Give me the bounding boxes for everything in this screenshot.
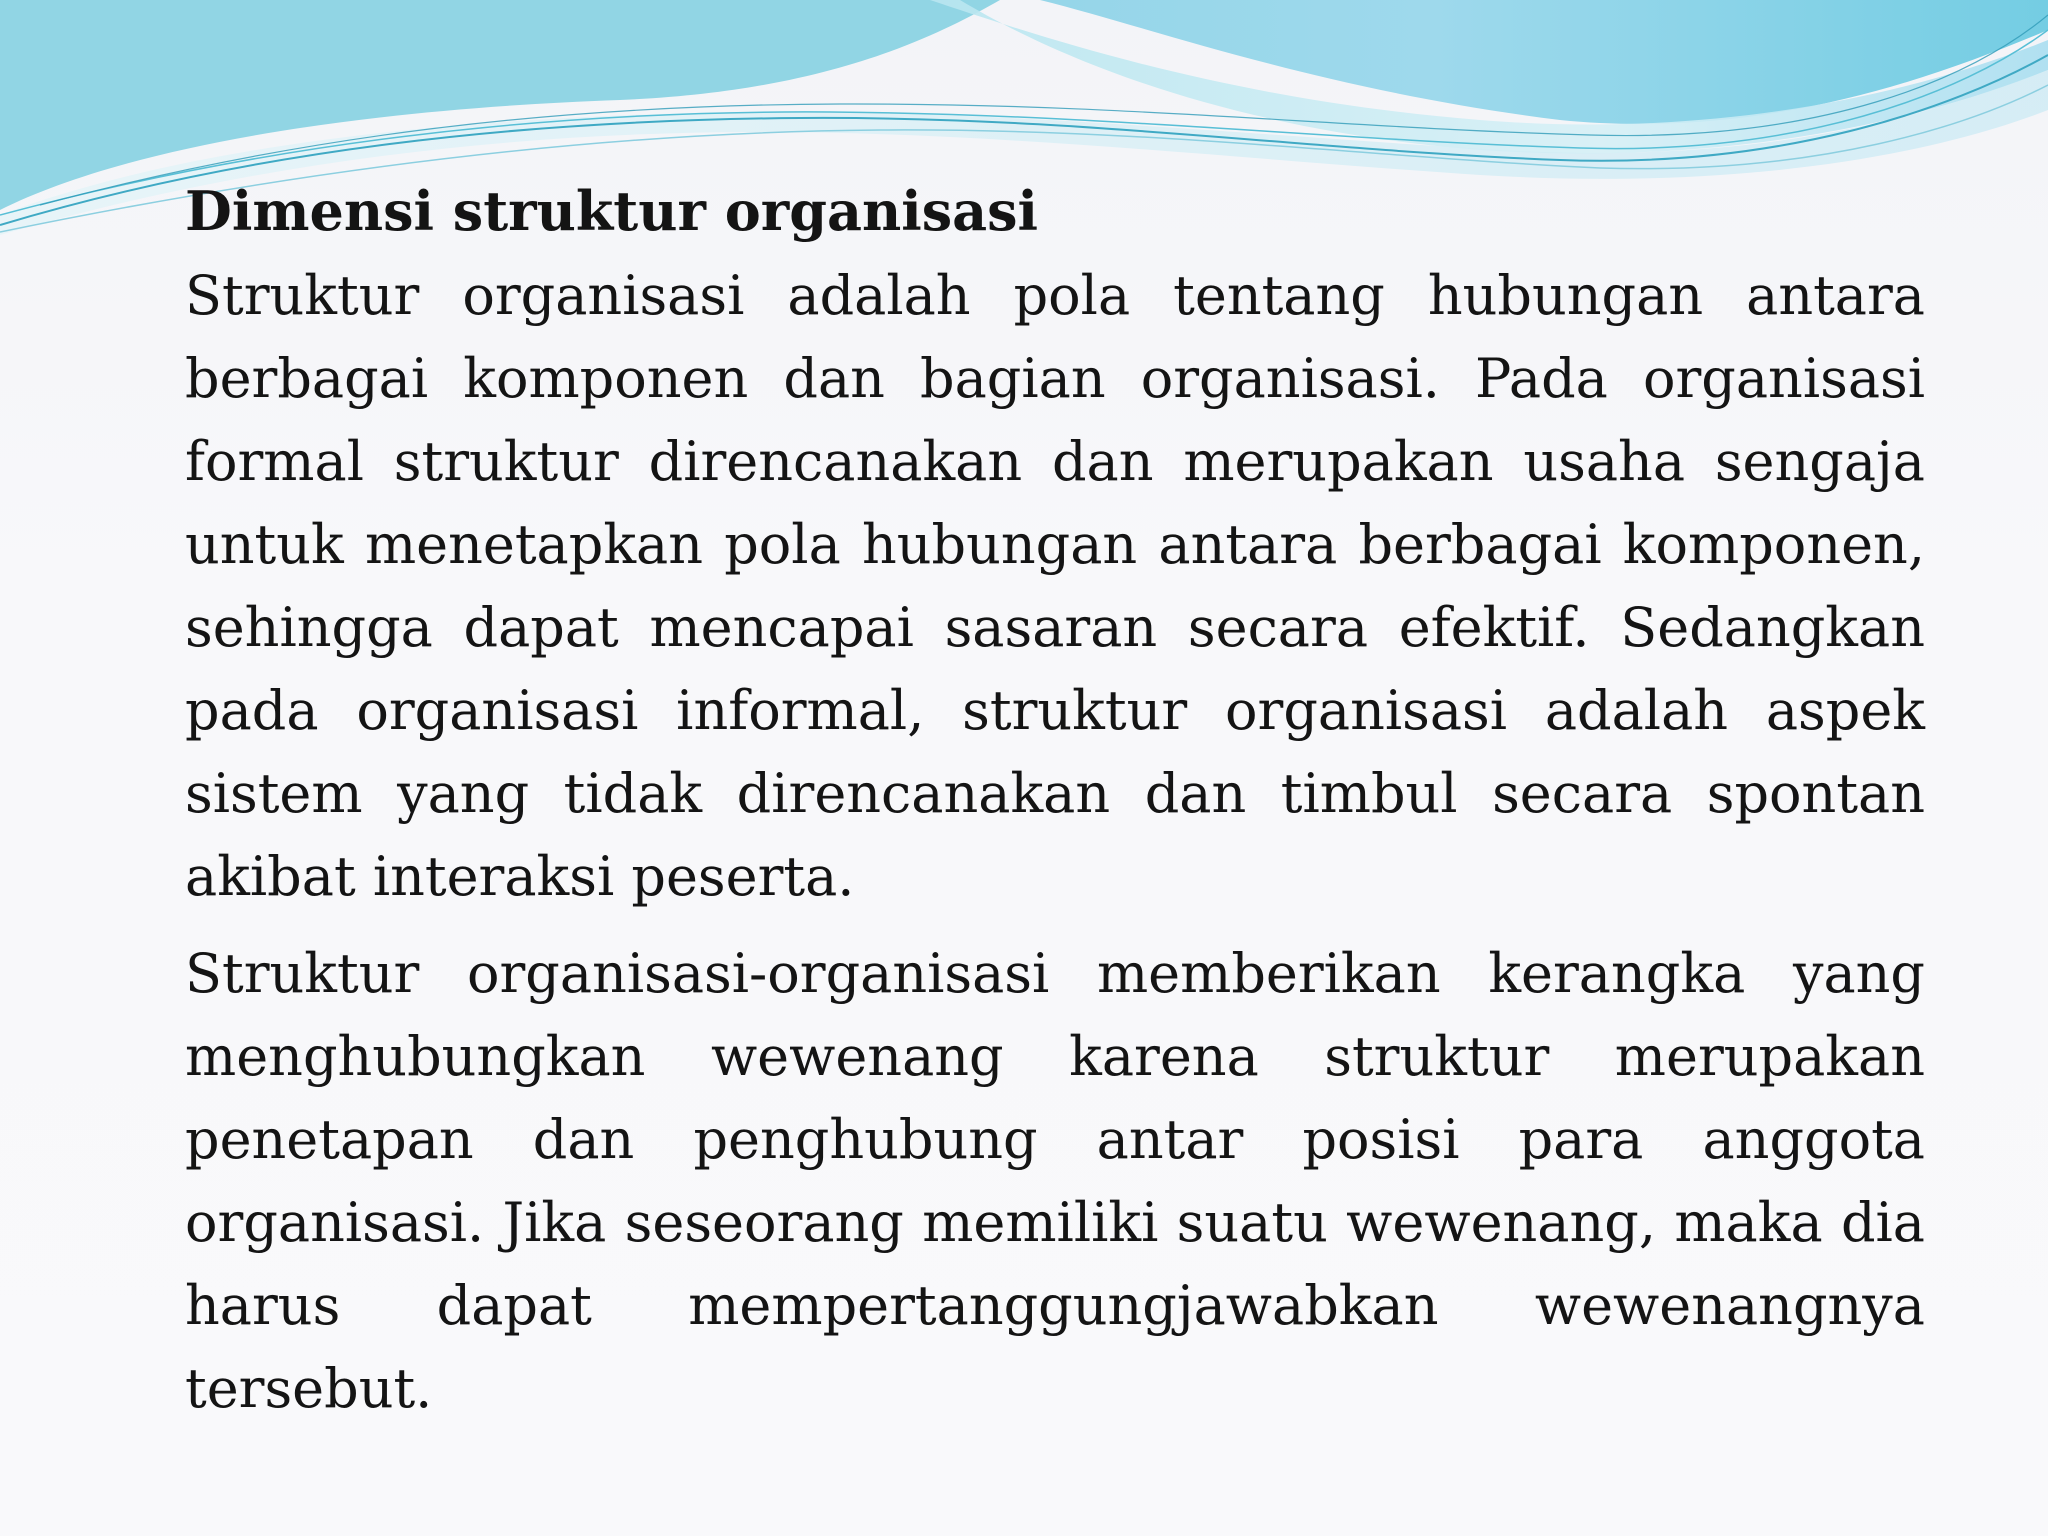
slide-title: Dimensi struktur organisasi (185, 179, 1039, 243)
paragraph-2: Struktur organisasi-organisasi memberikan kerangka yang menghubungkan wewenang karena struktur merupakan penetapan dan penghubung antar posisi para anggota organisasi. Jika seseorang memiliki suatu wewenang, maka dia harus dapat mempertanggungjawabkan wewenangnya tersebut. (185, 942, 1925, 1420)
paragraph-1: Struktur organisasi adalah pola tentang hubungan antara berbagai komponen dan bagian organisasi. Pada organisasi formal struktur direncanakan dan merupakan usaha sengaja untuk menetapkan pola hubungan antara berbagai komponen, sehingga dapat mencapai sasaran secara efektif. Sedangkan pada organisasi informal, struktur organisasi adalah aspek sistem yang tidak direncanakan dan timbul secara spontan akibat interaksi peserta. (185, 264, 1925, 908)
slide-content (185, 170, 1925, 1444)
